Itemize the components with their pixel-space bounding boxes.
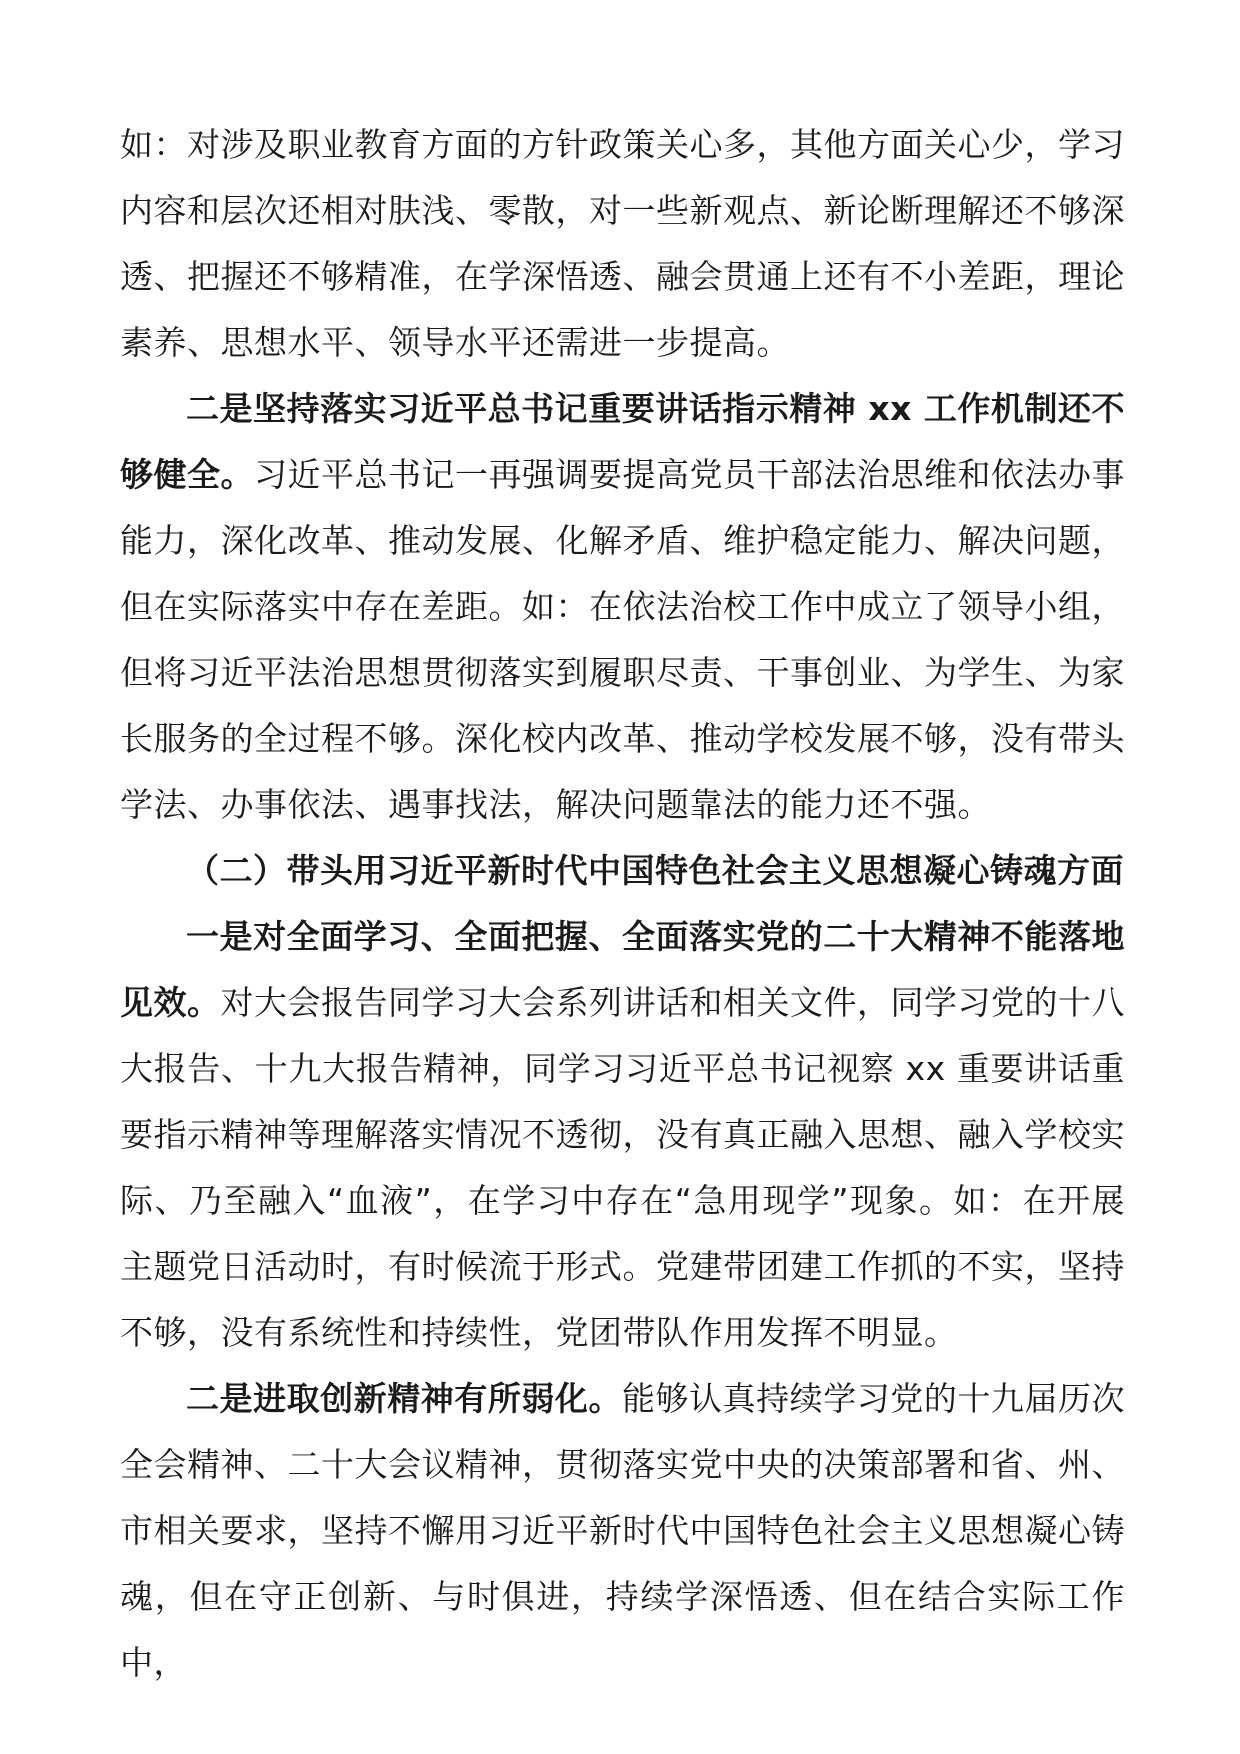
paragraph-lead: 二是坚持落实习近平总书记重要讲话指示精神 xx 工作机制还不够健全。	[120, 389, 1125, 494]
paragraph-lead: 一是对全面学习、全面把握、全面落实党的二十大精神不能落地见效。	[120, 917, 1125, 1022]
paragraph-second-point	[120, 376, 1125, 838]
paragraph-continuation	[120, 112, 1125, 376]
paragraph-lead: 二是进取创新精神有所弱化。	[186, 1379, 622, 1418]
paragraph-first-point	[120, 904, 1125, 1366]
paragraph-body: 能够认真持续学习党的十九届历次全会精神、二十大会议精神，贯彻落实党中央的决策部署和省、州、市相关要求，坚持不懈用习近平新时代中国特色社会主义思想凝心铸魂，但在守正创新、与时俱进，持续学深悟透、但在结合实际工作中，	[120, 1379, 1126, 1682]
document-body	[120, 112, 1125, 1696]
paragraph-body: 习近平总书记一再强调要提高党员干部法治思维和依法办事能力，深化改革、推动发展、化解矛盾、维护稳定能力、解决问题，但在实际落实中存在差距。如：在依法治校工作中成立了领导小组，但将习近平法治思想贯彻落实到履职尽责、干事创业、为学生、为家长服务的全过程不够。深化校内改革、推动学校发展不够，没有带头学法、办事依法、遇事找法，解决问题靠法的能力还不强。	[120, 455, 1125, 824]
paragraph-body: 如：对涉及职业教育方面的方针政策关心多，其他方面关心少，学习内容和层次还相对肤浅、零散，对一些新观点、新论断理解还不够深透、把握还不够精准，在学深悟透、融会贯通上还有不小差距，理论素养、思想水平、领导水平还需进一步提高。	[120, 125, 1125, 362]
paragraph-innovation-point	[120, 1366, 1125, 1696]
paragraph-body: 对大会报告同学习大会系列讲话和相关文件，同学习党的十八大报告、十九大报告精神，同学习习近平总书记视察 xx 重要讲话重要指示精神等理解落实情况不透彻，没有真正融入思想、融入学校实际、乃至融入“血液”，在学习中存在“急用现学”现象。如：在开展主题党日活动时，有时候流于形式。党建带团建工作抓的不实，坚持不够，没有系统性和持续性，党团带队作用发挥不明显。	[120, 983, 1125, 1352]
section-heading: （二）带头用习近平新时代中国特色社会主义思想凝心铸魂方面	[186, 851, 1124, 890]
